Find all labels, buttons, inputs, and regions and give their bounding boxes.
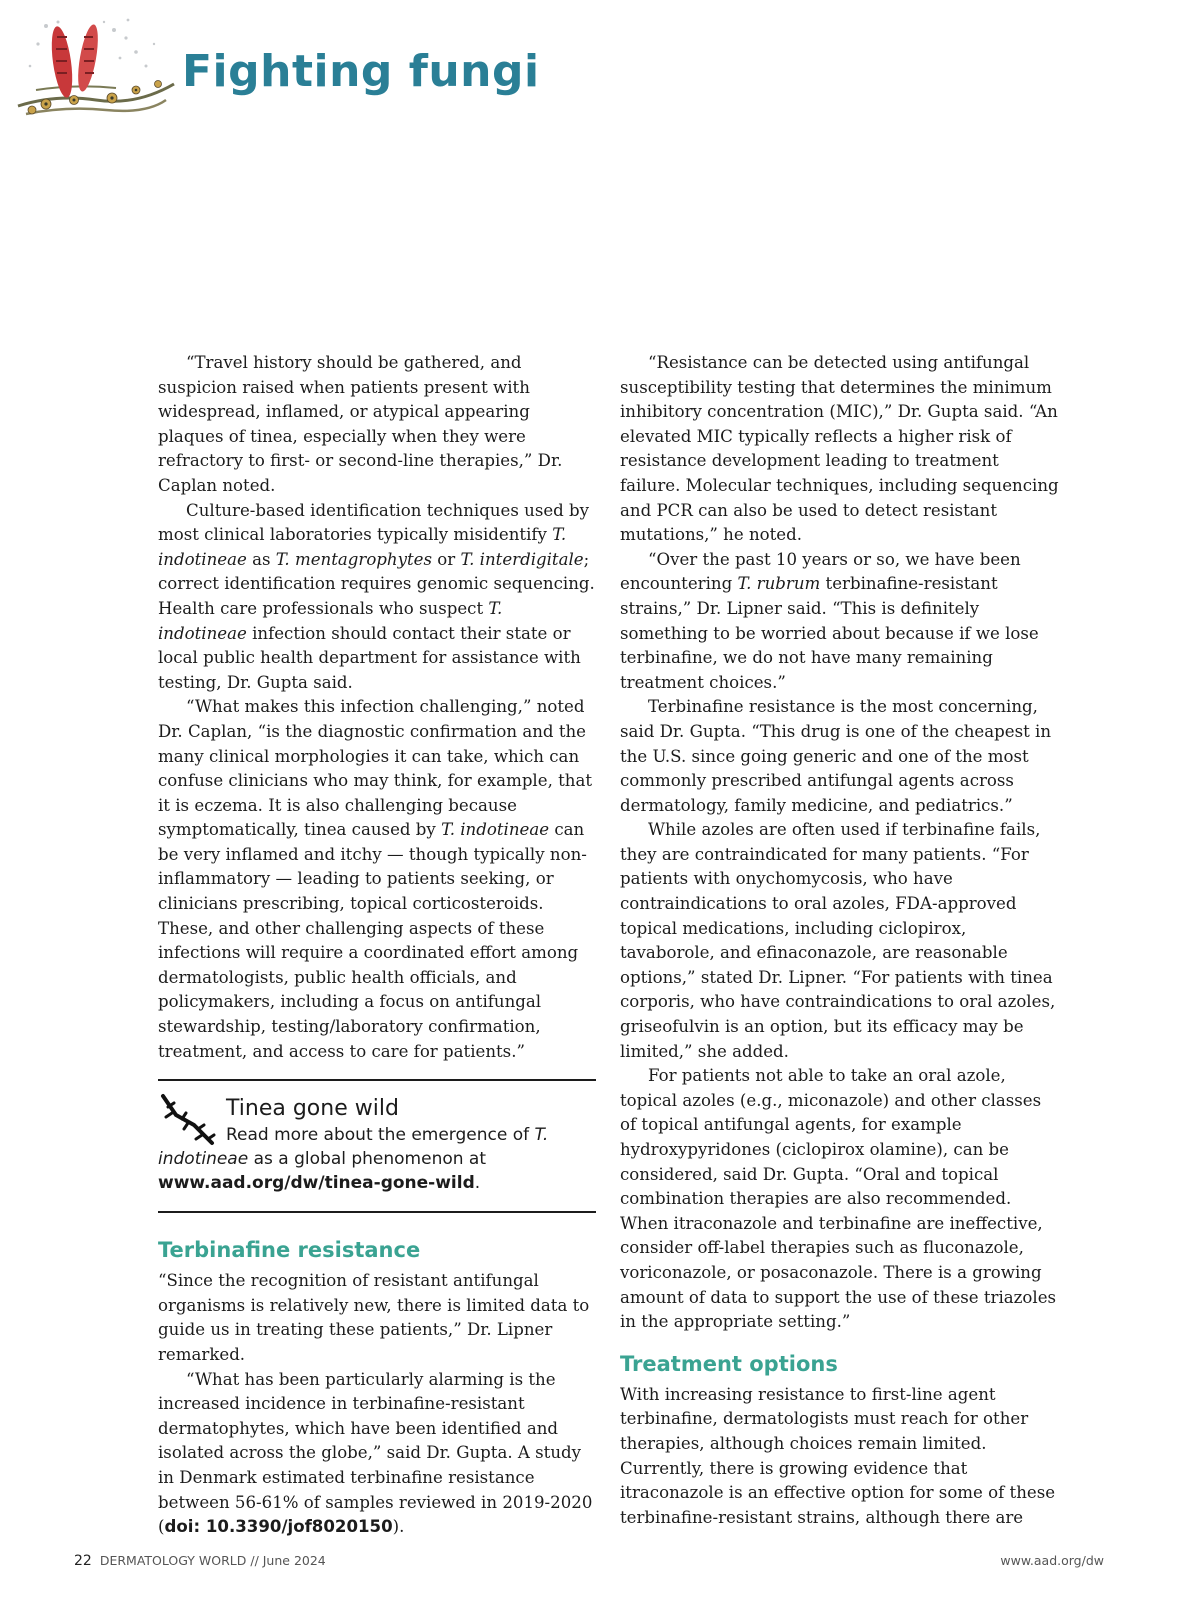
paragraph: “Since the recognition of resistant antifungal organisms is relatively new, there is limited data to guide us in treating these patients,” Dr. Lipner remarked. [158,1271,590,1364]
sidebar-title: Tinea gone wild [226,1096,399,1122]
page-title: Fighting fungi [182,46,540,97]
paragraph: “What has been particularly alarming is the increased incidence in terbinafine-resistant dermatophytes, which have been identified and isolated across the globe,” said Dr. Gupta. A study in Denmark estimated terbinafine resistance between 56-61% of samples reviewed in 2019-2020 (doi: 10.3390/jof8020150). [158,1369,593,1537]
section-heading-treatment: Treatment options [620,1351,838,1376]
paragraph: “Resistance can be detected using antifungal susceptibility testing that determines the minimum inhibitory concentration (MIC),” Dr. Gupta said. “An elevated MIC typically reflects a higher risk of resistance development leading to treatment failure. Molecular techniques, including sequencing and PCR can also be used to detect resistant mutations,” he noted. [620,353,1059,545]
hyphae-icon [160,1093,218,1149]
fungal-hyphae-illustration [16,14,176,126]
paragraph: “Over the past 10 years or so, we have been encountering T. rubrum terbinafine-resistant strains,” Dr. Lipner said. “This is definitely something to be worried about because if we lose terbinafine, we do not have many remaining treatment choices.” [620,549,1039,692]
sidebar-callout [158,1079,596,1213]
paragraph: “What makes this infection challenging,” noted Dr. Caplan, “is the diagnostic confirmation and the many clinical morphologies it can take, which can confuse clinicians who may think, for example, that it is eczema. It is also challenging because symptomatically, tinea caused by T. indotineae can be very inflamed and itchy — though typically non-inflammatory — leading to patients seeking, or clinicians prescribing, topical corticosteroids. These, and other challenging aspects of these infections will require a coordinated effort among dermatologists, public health officials, and policymakers, including a focus on antifungal stewardship, testing/laboratory confirmation, treatment, and access to care for patients.” [158,697,593,1061]
sidebar-text: Read more about the emergence of T. indotineae as a global phenomenon at www.aad.org/dw/tinea-gone-wild. [158,1125,549,1194]
paragraph: “Travel history should be gathered, and suspicion raised when patients present with widespread, inflamed, or atypical appearing plaques of tinea, especially when they were refractory to first- or second-line therapies,” Dr. Caplan noted. [158,353,563,495]
paragraph: With increasing resistance to first-line agent terbinafine, dermatologists must reach for other therapies, although choices remain limited. Currently, there is growing evidence that itraconazole is an effective option for some of these terbinafine-resistant strains, although there are [620,1384,1056,1527]
publication-name: DERMATOLOGY WORLD // June 2024 [99,1553,326,1568]
footer-url[interactable]: www.aad.org/dw [1000,1553,1104,1568]
footer-left [74,1553,326,1569]
right-column [620,351,1060,1530]
paragraph: Culture-based identification techniques used by most clinical laboratories typically misidentify T. indotineae as T. mentagrophytes or T. interdigitale; correct identification requires genomic sequencing. Health care professionals who suspect T. indotineae infection should contact their state or local public health department for assistance with testing, Dr. Gupta said. [158,500,595,692]
left-column [158,351,596,1540]
page-number: 22 [74,1553,92,1569]
paragraph: Terbinafine resistance is the most concerning, said Dr. Gupta. “This drug is one of the cheapest in the U.S. since going generic and one of the most commonly prescribed antifungal agents across dermatology, family medicine, and pediatrics.” [620,697,1052,815]
paragraph: For patients not able to take an oral azole, topical azoles (e.g., miconazole) and other classes of topical antifungal agents, for example hydroxypyridones (ciclopirox olamine), can be considered, said Dr. Gupta. “Oral and topical combination therapies are also recommended. When itraconazole and terbinafine are ineffective, consider off-label therapies such as fluconazole, voriconazole, or posaconazole. There is a growing amount of data to support the use of these triazoles in the appropriate setting.” [620,1066,1057,1332]
sidebar-link[interactable]: www.aad.org/dw/tinea-gone-wild [158,1173,475,1194]
paragraph: While azoles are often used if terbinafine fails, they are contraindicated for many patients. “For patients with onychomycosis, who have contraindications to oral azoles, FDA-approved topical medications, including ciclopirox, tavaborole, and efinaconazole, are reasonable options,” stated Dr. Lipner. “For patients with tinea corporis, who have contraindications to oral azoles, griseofulvin is an option, but its efficacy may be limited,” she added. [620,820,1056,1061]
section-heading-terbinafine: Terbinafine resistance [158,1238,421,1263]
doi-reference: doi: 10.3390/jof8020150 [164,1517,393,1537]
